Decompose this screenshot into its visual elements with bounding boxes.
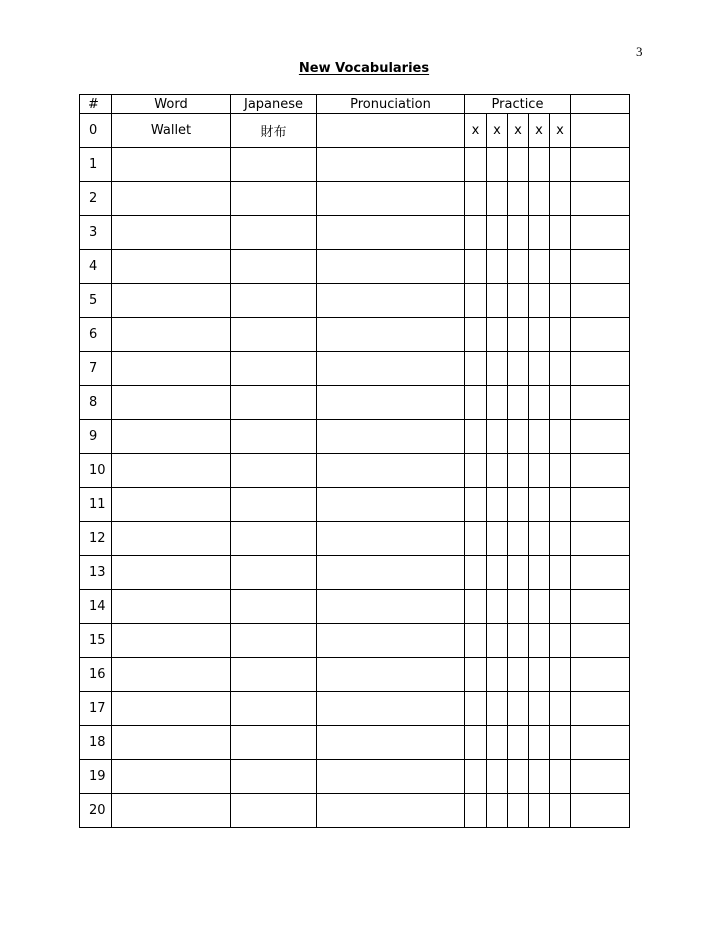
practice-cell bbox=[550, 726, 571, 760]
word-cell bbox=[112, 590, 231, 624]
blank-cell bbox=[571, 658, 630, 692]
practice-cell: x bbox=[487, 114, 508, 148]
practice-cell bbox=[487, 216, 508, 250]
blank-cell bbox=[571, 386, 630, 420]
practice-cell: x bbox=[550, 114, 571, 148]
practice-cell bbox=[508, 420, 529, 454]
practice-cell bbox=[487, 624, 508, 658]
practice-cell bbox=[508, 454, 529, 488]
blank-cell bbox=[571, 488, 630, 522]
pronunciation-cell bbox=[317, 590, 465, 624]
practice-cell bbox=[529, 318, 550, 352]
word-cell bbox=[112, 318, 231, 352]
practice-cell bbox=[550, 420, 571, 454]
blank-cell bbox=[571, 420, 630, 454]
practice-cell bbox=[550, 624, 571, 658]
practice-cell bbox=[550, 658, 571, 692]
table-row bbox=[80, 556, 630, 590]
table-row bbox=[80, 794, 630, 828]
blank-cell bbox=[571, 590, 630, 624]
table-row bbox=[80, 420, 630, 454]
blank-cell bbox=[571, 624, 630, 658]
table-row bbox=[80, 454, 630, 488]
practice-cell bbox=[550, 216, 571, 250]
practice-cell bbox=[550, 148, 571, 182]
practice-cell bbox=[529, 284, 550, 318]
row-number: 3 bbox=[80, 216, 112, 250]
practice-cell bbox=[487, 148, 508, 182]
japanese-cell bbox=[231, 760, 317, 794]
table-row bbox=[80, 148, 630, 182]
practice-cell bbox=[508, 658, 529, 692]
pronunciation-cell bbox=[317, 352, 465, 386]
practice-cell bbox=[508, 760, 529, 794]
japanese-cell bbox=[231, 522, 317, 556]
practice-cell bbox=[465, 182, 487, 216]
table-row bbox=[80, 522, 630, 556]
practice-cell bbox=[529, 250, 550, 284]
practice-cell bbox=[550, 318, 571, 352]
practice-cell bbox=[529, 692, 550, 726]
practice-cell bbox=[465, 488, 487, 522]
practice-cell bbox=[550, 284, 571, 318]
japanese-cell bbox=[231, 284, 317, 318]
practice-cell bbox=[550, 556, 571, 590]
practice-cell bbox=[529, 590, 550, 624]
practice-cell bbox=[465, 590, 487, 624]
blank-cell bbox=[571, 318, 630, 352]
table-row bbox=[80, 488, 630, 522]
word-cell bbox=[112, 454, 231, 488]
table-row bbox=[80, 624, 630, 658]
practice-cell bbox=[487, 726, 508, 760]
table-row bbox=[80, 216, 630, 250]
word-cell bbox=[112, 624, 231, 658]
blank-cell bbox=[571, 284, 630, 318]
practice-cell bbox=[465, 760, 487, 794]
practice-cell bbox=[487, 556, 508, 590]
pronunciation-cell bbox=[317, 488, 465, 522]
header-practice: Practice bbox=[465, 95, 571, 114]
row-number: 1 bbox=[80, 148, 112, 182]
header-japanese: Japanese bbox=[231, 95, 317, 114]
japanese-cell bbox=[231, 590, 317, 624]
pronunciation-cell bbox=[317, 318, 465, 352]
japanese-cell bbox=[231, 556, 317, 590]
practice-cell bbox=[529, 556, 550, 590]
practice-cell bbox=[465, 726, 487, 760]
practice-cell bbox=[465, 624, 487, 658]
table-row bbox=[80, 318, 630, 352]
pronunciation-cell bbox=[317, 420, 465, 454]
japanese-cell bbox=[231, 216, 317, 250]
practice-cell bbox=[550, 794, 571, 828]
table-row bbox=[80, 658, 630, 692]
practice-cell bbox=[487, 488, 508, 522]
practice-cell bbox=[508, 216, 529, 250]
practice-cell bbox=[465, 250, 487, 284]
practice-cell bbox=[529, 658, 550, 692]
practice-cell bbox=[465, 216, 487, 250]
japanese-cell bbox=[231, 794, 317, 828]
table-row bbox=[80, 726, 630, 760]
row-number: 17 bbox=[80, 692, 112, 726]
practice-cell bbox=[508, 250, 529, 284]
japanese-cell bbox=[231, 148, 317, 182]
practice-cell bbox=[465, 386, 487, 420]
practice-cell bbox=[529, 726, 550, 760]
pronunciation-cell bbox=[317, 386, 465, 420]
practice-cell bbox=[508, 556, 529, 590]
practice-cell bbox=[550, 386, 571, 420]
practice-cell bbox=[529, 352, 550, 386]
practice-cell bbox=[465, 556, 487, 590]
table-row bbox=[80, 692, 630, 726]
blank-cell bbox=[571, 522, 630, 556]
practice-cell bbox=[465, 284, 487, 318]
word-cell bbox=[112, 250, 231, 284]
pronunciation-cell bbox=[317, 794, 465, 828]
table-row bbox=[80, 352, 630, 386]
practice-cell bbox=[508, 794, 529, 828]
japanese-cell bbox=[231, 624, 317, 658]
japanese-cell bbox=[231, 658, 317, 692]
practice-cell bbox=[508, 692, 529, 726]
header-pronunciation: Pronuciation bbox=[317, 95, 465, 114]
pronunciation-cell bbox=[317, 216, 465, 250]
practice-cell bbox=[529, 148, 550, 182]
practice-cell bbox=[487, 318, 508, 352]
practice-cell bbox=[529, 182, 550, 216]
row-number: 14 bbox=[80, 590, 112, 624]
japanese-cell bbox=[231, 386, 317, 420]
word-cell bbox=[112, 386, 231, 420]
word-cell bbox=[112, 488, 231, 522]
row-number: 16 bbox=[80, 658, 112, 692]
practice-cell bbox=[508, 590, 529, 624]
row-number: 15 bbox=[80, 624, 112, 658]
practice-cell bbox=[550, 692, 571, 726]
row-number: 8 bbox=[80, 386, 112, 420]
pronunciation-cell bbox=[317, 250, 465, 284]
word-cell bbox=[112, 420, 231, 454]
row-number: 0 bbox=[80, 114, 112, 148]
japanese-cell bbox=[231, 726, 317, 760]
practice-cell bbox=[487, 420, 508, 454]
practice-cell bbox=[550, 488, 571, 522]
row-number: 11 bbox=[80, 488, 112, 522]
table-row bbox=[80, 284, 630, 318]
practice-cell bbox=[465, 794, 487, 828]
table-row bbox=[80, 386, 630, 420]
practice-cell bbox=[487, 182, 508, 216]
word-cell bbox=[112, 352, 231, 386]
word-cell bbox=[112, 692, 231, 726]
pronunciation-cell bbox=[317, 692, 465, 726]
row-number: 5 bbox=[80, 284, 112, 318]
table-row bbox=[80, 250, 630, 284]
pronunciation-cell bbox=[317, 760, 465, 794]
japanese-cell bbox=[231, 420, 317, 454]
blank-cell bbox=[571, 794, 630, 828]
practice-cell bbox=[465, 454, 487, 488]
blank-cell bbox=[571, 760, 630, 794]
vocabulary-table bbox=[79, 94, 630, 828]
word-cell: Wallet bbox=[112, 114, 231, 148]
practice-cell bbox=[465, 420, 487, 454]
row-number: 9 bbox=[80, 420, 112, 454]
word-cell bbox=[112, 556, 231, 590]
word-cell bbox=[112, 794, 231, 828]
practice-cell bbox=[508, 726, 529, 760]
word-cell bbox=[112, 284, 231, 318]
practice-cell bbox=[508, 284, 529, 318]
word-cell bbox=[112, 216, 231, 250]
practice-cell bbox=[550, 182, 571, 216]
practice-cell bbox=[508, 522, 529, 556]
practice-cell bbox=[487, 522, 508, 556]
practice-cell bbox=[529, 522, 550, 556]
practice-cell bbox=[550, 250, 571, 284]
practice-cell: x bbox=[529, 114, 550, 148]
practice-cell bbox=[529, 760, 550, 794]
japanese-cell: 財布 bbox=[231, 114, 317, 148]
japanese-cell bbox=[231, 488, 317, 522]
practice-cell bbox=[529, 488, 550, 522]
practice-cell bbox=[487, 352, 508, 386]
blank-cell bbox=[571, 556, 630, 590]
table-row bbox=[80, 760, 630, 794]
pronunciation-cell bbox=[317, 726, 465, 760]
practice-cell bbox=[465, 148, 487, 182]
table-row bbox=[80, 590, 630, 624]
blank-cell bbox=[571, 114, 630, 148]
table-row bbox=[80, 114, 630, 148]
practice-cell bbox=[529, 386, 550, 420]
row-number: 18 bbox=[80, 726, 112, 760]
header-blank bbox=[571, 95, 630, 114]
row-number: 13 bbox=[80, 556, 112, 590]
practice-cell bbox=[550, 352, 571, 386]
pronunciation-cell bbox=[317, 454, 465, 488]
practice-cell bbox=[508, 624, 529, 658]
practice-cell bbox=[550, 590, 571, 624]
row-number: 10 bbox=[80, 454, 112, 488]
japanese-cell bbox=[231, 454, 317, 488]
blank-cell bbox=[571, 692, 630, 726]
practice-cell bbox=[550, 522, 571, 556]
word-cell bbox=[112, 726, 231, 760]
blank-cell bbox=[571, 454, 630, 488]
japanese-cell bbox=[231, 352, 317, 386]
row-number: 2 bbox=[80, 182, 112, 216]
practice-cell bbox=[465, 318, 487, 352]
practice-cell bbox=[487, 284, 508, 318]
practice-cell bbox=[508, 386, 529, 420]
japanese-cell bbox=[231, 318, 317, 352]
word-cell bbox=[112, 658, 231, 692]
practice-cell bbox=[550, 454, 571, 488]
practice-cell: x bbox=[465, 114, 487, 148]
blank-cell bbox=[571, 352, 630, 386]
practice-cell bbox=[508, 148, 529, 182]
practice-cell bbox=[465, 692, 487, 726]
japanese-cell bbox=[231, 250, 317, 284]
practice-cell bbox=[550, 760, 571, 794]
pronunciation-cell bbox=[317, 556, 465, 590]
table-row bbox=[80, 182, 630, 216]
table-header-row bbox=[80, 95, 630, 114]
pronunciation-cell bbox=[317, 148, 465, 182]
pronunciation-cell bbox=[317, 284, 465, 318]
practice-cell bbox=[465, 522, 487, 556]
practice-cell bbox=[508, 352, 529, 386]
word-cell bbox=[112, 148, 231, 182]
pronunciation-cell bbox=[317, 522, 465, 556]
row-number: 19 bbox=[80, 760, 112, 794]
row-number: 7 bbox=[80, 352, 112, 386]
word-cell bbox=[112, 760, 231, 794]
blank-cell bbox=[571, 726, 630, 760]
row-number: 6 bbox=[80, 318, 112, 352]
practice-cell bbox=[465, 352, 487, 386]
blank-cell bbox=[571, 148, 630, 182]
page-title: New Vocabularies bbox=[298, 61, 430, 76]
practice-cell bbox=[487, 760, 508, 794]
word-cell bbox=[112, 182, 231, 216]
row-number: 20 bbox=[80, 794, 112, 828]
practice-cell bbox=[487, 386, 508, 420]
practice-cell bbox=[487, 454, 508, 488]
practice-cell bbox=[529, 624, 550, 658]
word-cell bbox=[112, 522, 231, 556]
japanese-cell bbox=[231, 182, 317, 216]
pronunciation-cell bbox=[317, 658, 465, 692]
practice-cell: x bbox=[508, 114, 529, 148]
practice-cell bbox=[529, 454, 550, 488]
practice-cell bbox=[529, 216, 550, 250]
pronunciation-cell bbox=[317, 624, 465, 658]
practice-cell bbox=[487, 590, 508, 624]
header-number: # bbox=[80, 95, 112, 114]
practice-cell bbox=[487, 794, 508, 828]
practice-cell bbox=[508, 318, 529, 352]
row-number: 4 bbox=[80, 250, 112, 284]
practice-cell bbox=[529, 794, 550, 828]
blank-cell bbox=[571, 182, 630, 216]
row-number: 12 bbox=[80, 522, 112, 556]
blank-cell bbox=[571, 216, 630, 250]
practice-cell bbox=[508, 182, 529, 216]
pronunciation-cell bbox=[317, 114, 465, 148]
practice-cell bbox=[487, 692, 508, 726]
page-number: 3 bbox=[636, 44, 643, 59]
pronunciation-cell bbox=[317, 182, 465, 216]
practice-cell bbox=[487, 250, 508, 284]
blank-cell bbox=[571, 250, 630, 284]
japanese-cell bbox=[231, 692, 317, 726]
header-word: Word bbox=[112, 95, 231, 114]
practice-cell bbox=[487, 658, 508, 692]
practice-cell bbox=[465, 658, 487, 692]
practice-cell bbox=[529, 420, 550, 454]
practice-cell bbox=[508, 488, 529, 522]
